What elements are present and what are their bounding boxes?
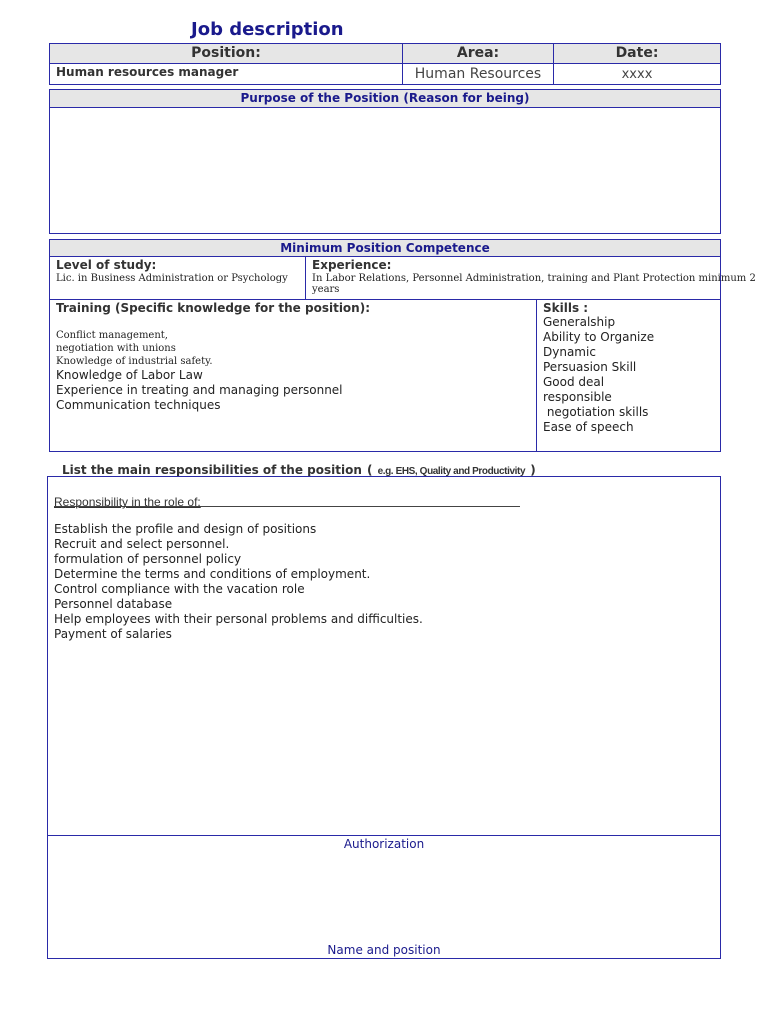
responsibilities-box (47, 476, 721, 836)
skill-item: Ability to Organize (543, 330, 655, 344)
responsibility-item: Recruit and select personnel. (54, 537, 230, 551)
skill-item: responsible (543, 390, 612, 404)
training-item: Knowledge of industrial safety. (56, 356, 213, 367)
training-item: Communication techniques (56, 398, 221, 412)
date-value: xxxx (553, 63, 721, 85)
role-line (54, 491, 520, 507)
authorization-heading: Authorization (343, 837, 425, 851)
responsibility-item: Determine the terms and conditions of employment. (54, 567, 371, 581)
skill-item: Persuasion Skill (543, 360, 637, 374)
position-header: Position: (49, 43, 403, 64)
responsibilities-heading-main: List the main responsibilities of the position (62, 463, 362, 477)
training-cell (49, 299, 537, 452)
experience-cell (305, 256, 756, 300)
responsibilities-heading-close: ) (530, 463, 536, 477)
responsibility-item: Help employees with their personal problems and difficulties. (54, 612, 423, 626)
area-value: Human Resources (402, 63, 554, 85)
skill-item: Ease of speech (543, 420, 634, 434)
area-header: Area: (402, 43, 554, 64)
level-value: Lic. in Business Administration or Psychology (56, 273, 288, 284)
responsibility-item: Personnel database (54, 597, 173, 611)
training-item: Conflict management, (56, 330, 168, 341)
responsibility-item: Payment of salaries (54, 627, 172, 641)
training-item: negotiation with unions (56, 343, 176, 354)
role-label: Responsibility in the role of: (54, 495, 201, 509)
skills-cell (536, 299, 721, 452)
level-of-study-cell (49, 256, 306, 300)
date-header: Date: (553, 43, 721, 64)
responsibility-item: formulation of personnel policy (54, 552, 242, 566)
experience-value-line2: years (312, 284, 340, 295)
training-item: Experience in treating and managing personnel (56, 383, 343, 397)
purpose-heading: Purpose of the Position (Reason for being) (49, 89, 721, 108)
experience-value-line1: In Labor Relations, Personnel Administration, training and Plant Protection minimum 2 (312, 273, 756, 284)
responsibility-item: Control compliance with the vacation role (54, 582, 305, 596)
competence-heading: Minimum Position Competence (49, 239, 721, 257)
skill-item: Generalship (543, 315, 616, 329)
experience-label: Experience: (312, 258, 392, 272)
purpose-box (49, 107, 721, 234)
skill-item: Good deal (543, 375, 605, 389)
skill-item: Dynamic (543, 345, 596, 359)
authorization-box (47, 835, 721, 959)
page-title: Job description (191, 19, 344, 40)
skills-label: Skills : (543, 301, 589, 315)
level-label: Level of study: (56, 258, 157, 272)
training-label: Training (Specific knowledge for the position): (56, 301, 370, 315)
training-item: Knowledge of Labor Law (56, 368, 203, 382)
name-and-position-label: Name and position (327, 943, 441, 957)
responsibilities-heading-example: e.g. EHS, Quality and Productivity (377, 466, 526, 477)
position-value: Human resources manager (49, 63, 403, 85)
skill-item: negotiation skills (543, 405, 649, 419)
responsibility-item: Establish the profile and design of positions (54, 522, 317, 536)
responsibilities-heading-open: ( (366, 463, 373, 477)
